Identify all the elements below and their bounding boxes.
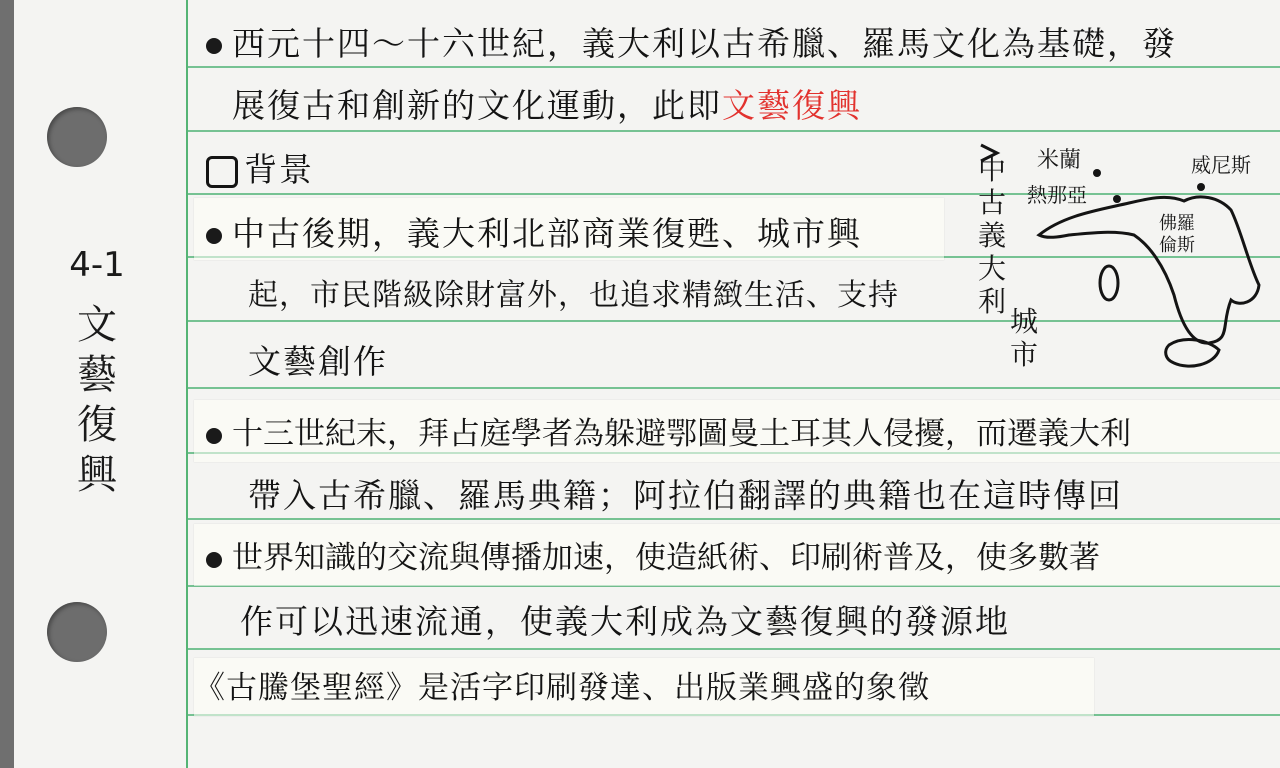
map-vertical-label: 中 古 義 大 利 — [977, 153, 1006, 318]
italy-map-sketch — [969, 135, 1269, 380]
ruled-line — [188, 648, 1280, 650]
bullet-icon — [206, 552, 222, 568]
chapter-title-char: 藝 — [77, 352, 117, 398]
map-label-milan: 米蘭 — [1037, 148, 1082, 173]
map-label-venice: 威尼斯 — [1191, 153, 1251, 177]
bullet-icon — [206, 228, 222, 244]
section-number-icon — [206, 156, 238, 188]
note-line-5: 起，市民階級除財富外，也追求精緻生活、支持 — [248, 278, 899, 313]
chapter-title-char: 興 — [77, 452, 117, 498]
bullet-icon — [206, 428, 222, 444]
ruled-line — [188, 518, 1280, 520]
map-label-genoa: 熱那亞 — [1027, 183, 1087, 207]
note-line-6: 文藝創作 — [248, 342, 388, 381]
binder-hole-bottom — [47, 602, 107, 662]
note-line-11: 《古騰堡聖經》是活字印刷發達、出版業興盛的象徵 — [194, 670, 930, 706]
bullet-icon — [206, 38, 222, 54]
map-label-florence: 佛羅倫斯 — [1159, 213, 1195, 256]
binder-hole-top — [47, 107, 107, 167]
ruled-line — [188, 130, 1280, 132]
notebook-page — [14, 0, 1280, 768]
note-line-4: 中古後期，義大利北部商業復甦、城市興 — [206, 208, 862, 255]
section-heading-background: 背景 — [206, 144, 314, 191]
note-line-1: 西元十四～十六世紀，義大利以古希臘、羅馬文化為基礎，發 — [206, 18, 1177, 65]
note-line-9: 世界知識的交流與傳播加速，使造紙術、印刷術普及，使多數著 — [206, 532, 1100, 577]
note-line-8: 帶入古希臘、羅馬典籍；阿拉伯翻譯的典籍也在這時傳回 — [248, 476, 1123, 515]
renaissance-highlight: 文藝復興 — [722, 86, 862, 125]
chapter-title-char: 文 — [77, 302, 117, 348]
chapter-title — [62, 240, 132, 500]
chapter-number: 4-1 — [69, 245, 125, 285]
chapter-title-char: 復 — [77, 402, 117, 448]
map-vertical-label-2: 城 市 — [1009, 305, 1038, 371]
ruled-line — [188, 387, 1280, 389]
ruled-line — [188, 66, 1280, 68]
note-line-7: 十三世紀末，拜占庭學者為躲避鄂圖曼土耳其人侵擾，而遷義大利 — [206, 408, 1131, 453]
note-line-10: 作可以迅速流通，使義大利成為文藝復興的發源地 — [240, 602, 1010, 641]
margin-line — [186, 0, 188, 768]
note-line-2: 展復古和創新的文化運動，此即文藝復興 — [232, 86, 862, 125]
